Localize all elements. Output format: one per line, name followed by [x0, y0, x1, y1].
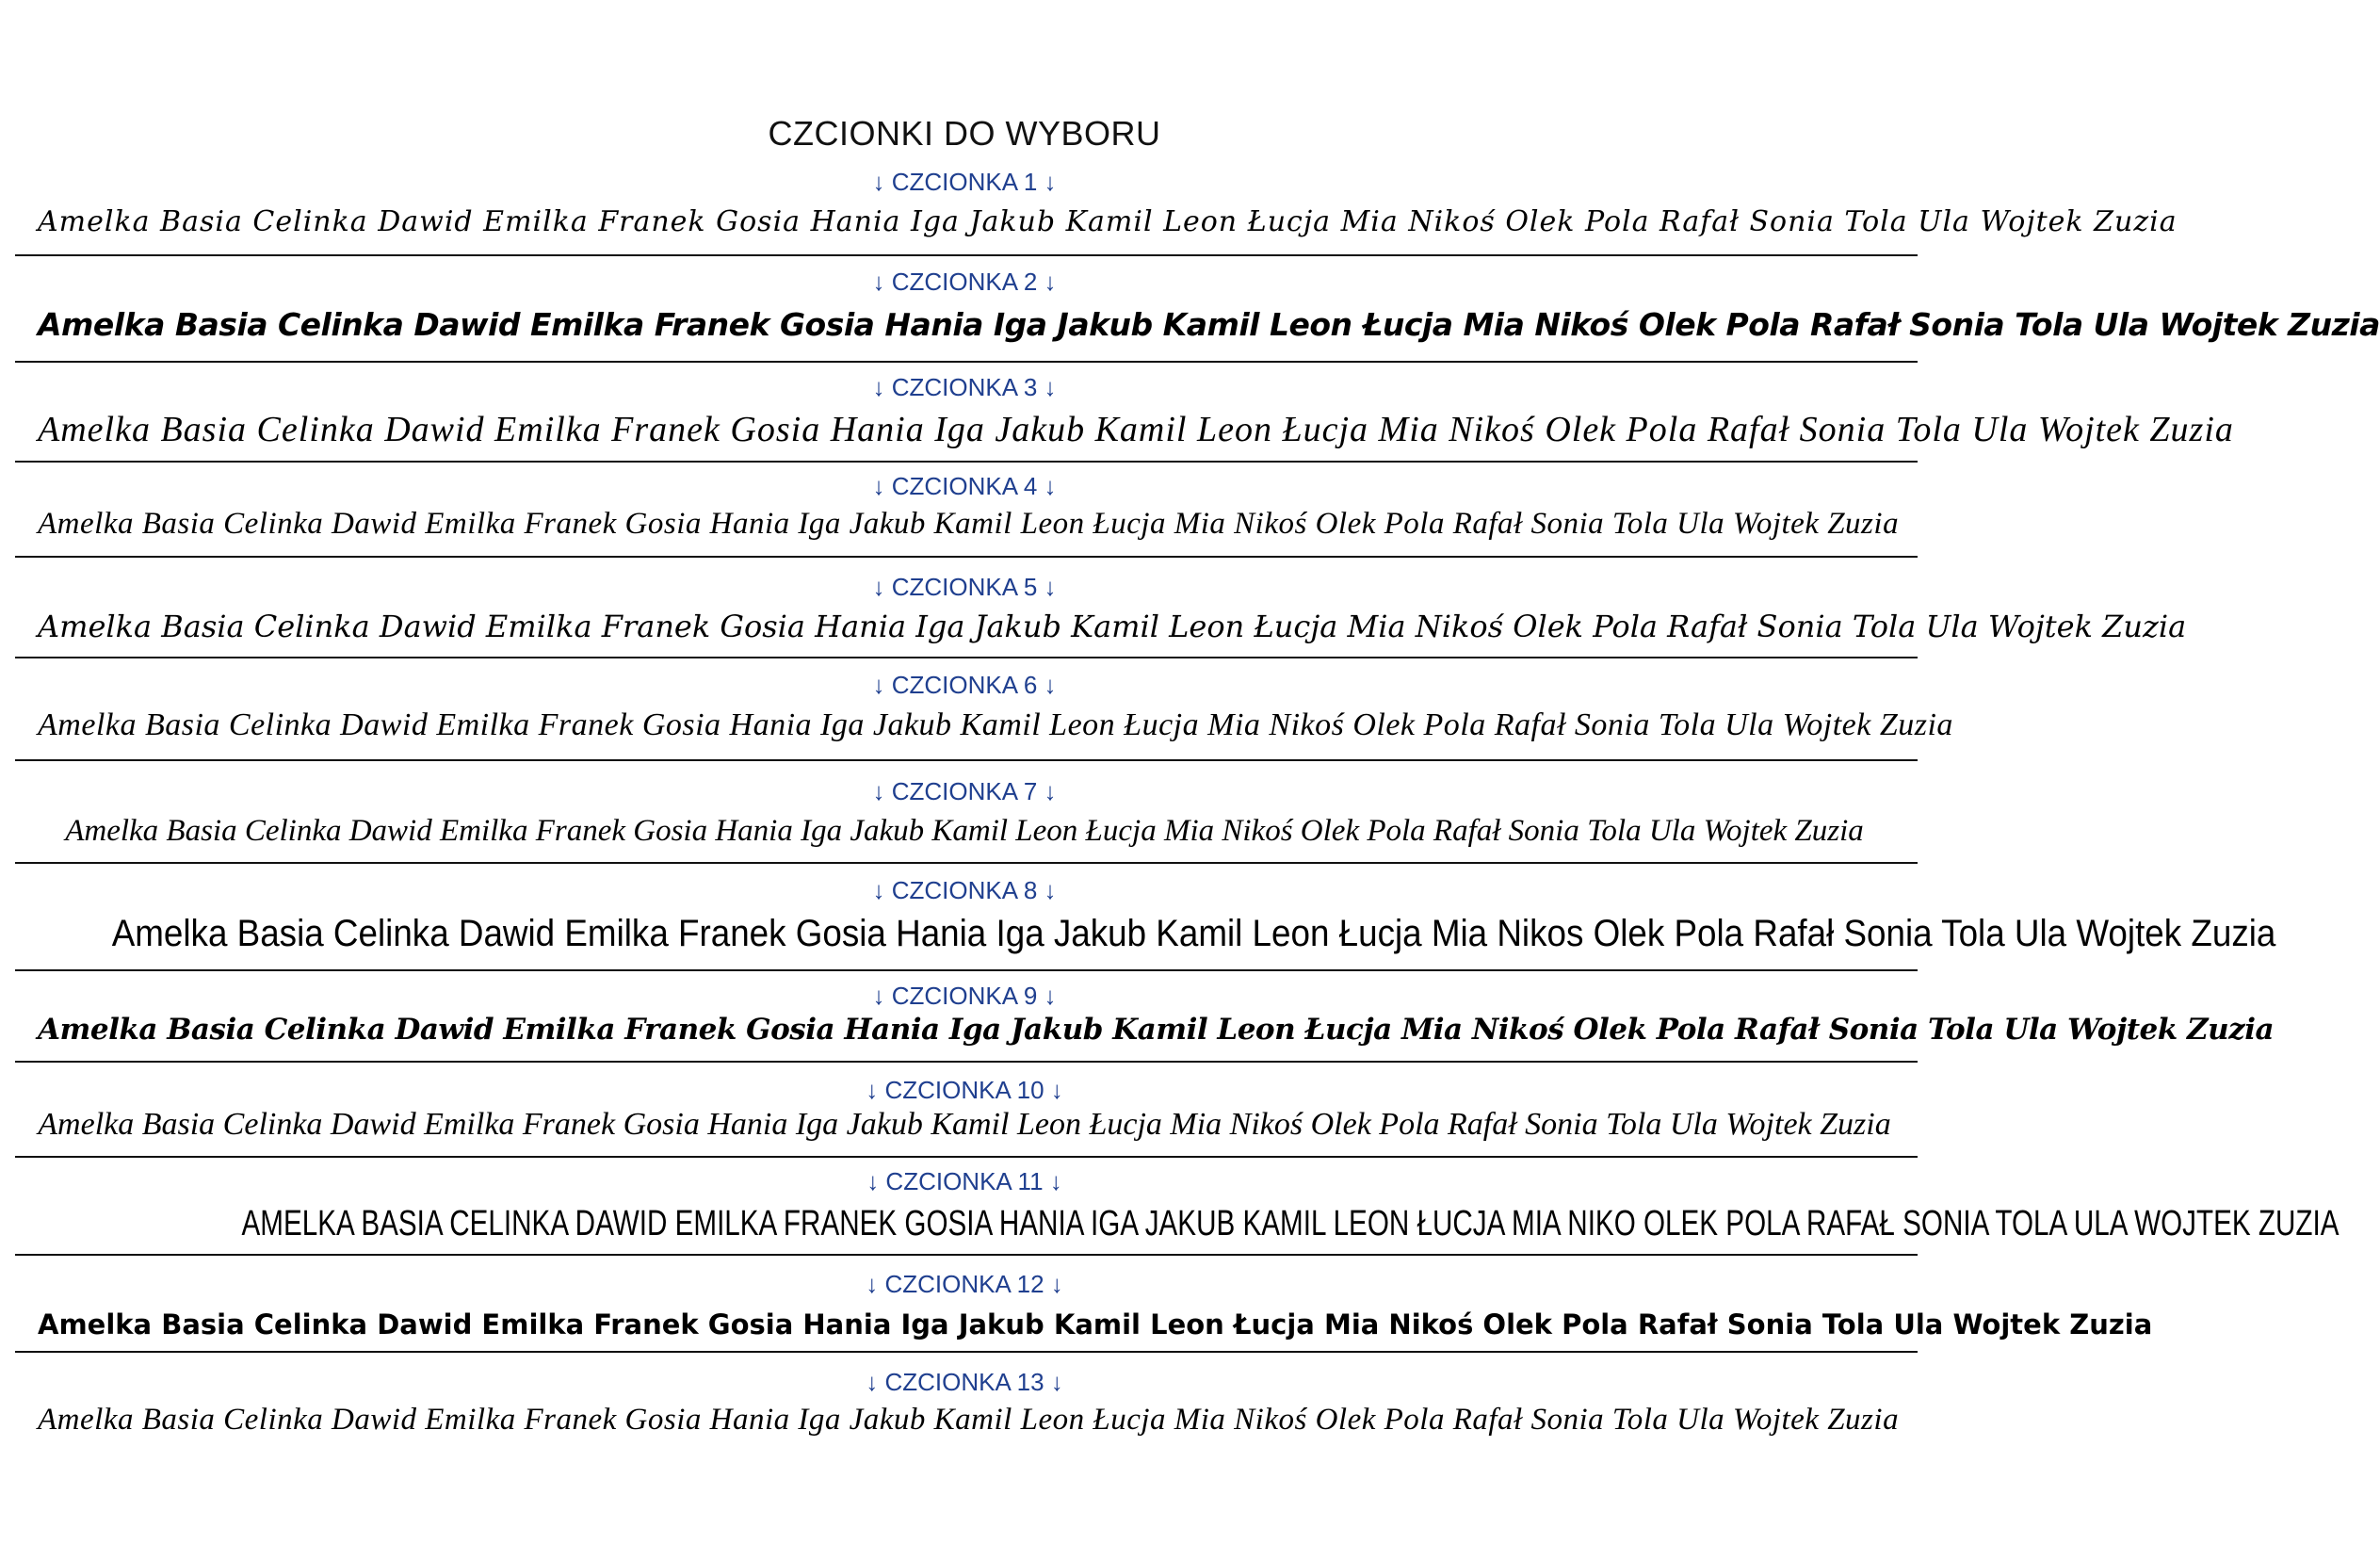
font-sample-11: AMELKA BASIA CELINKA DAWID EMILKA FRANEK GOSIA HANIA IGA JAKUB KAMIL LEON ŁUCJA MIA NIKO OLEK POLA RAFAŁ SONIA TOLA ULA WOJTEK ZUZIA — [241, 1204, 2340, 1243]
divider — [15, 1061, 1918, 1063]
font-sample-9: Amelka Basia Celinka Dawid Emilka Franek Gosia Hania Iga Jakub Kamil Leon Łucja Mia Nikoś Olek Pola Rafał Sonia Tola Ula Wojtek Zuzia — [38, 1013, 2275, 1047]
page-title: CZCIONKI DO WYBORU — [768, 114, 1161, 153]
font-label-11: ↓ CZCIONKA 11 ↓ — [866, 1167, 1062, 1195]
font-label-1: ↓ CZCIONKA 1 ↓ — [872, 168, 1057, 196]
font-label-2: ↓ CZCIONKA 2 ↓ — [872, 268, 1057, 296]
font-sample-7: Amelka Basia Celinka Dawid Emilka Franek Gosia Hania Iga Jakub Kamil Leon Łucja Mia Nikoś Olek Pola Rafał Sonia Tola Ula Wojtek Zuzia — [65, 814, 1864, 848]
divider — [15, 657, 1918, 658]
divider — [15, 556, 1918, 558]
font-sample-12: Amelka Basia Celinka Dawid Emilka Franek Gosia Hania Iga Jakub Kamil Leon Łucja Mia Nikoś Olek Pola Rafał Sonia Tola Ula Wojtek Zuzia — [38, 1308, 2153, 1341]
divider — [15, 254, 1918, 256]
font-sample-8: Amelka Basia Celinka Dawid Emilka Franek Gosia Hania Iga Jakub Kamil Leon Łucja Mia Nikos Olek Pola Rafał Sonia Tola Ula Wojtek Zuzia — [111, 913, 2276, 954]
font-sample-3: Amelka Basia Celinka Dawid Emilka Franek Gosia Hania Iga Jakub Kamil Leon Łucja Mia Nikoś Olek Pola Rafał Sonia Tola Ula Wojtek Zuzia — [38, 410, 2234, 449]
font-label-7: ↓ CZCIONKA 7 ↓ — [872, 777, 1057, 805]
divider — [15, 1254, 1918, 1256]
divider — [15, 969, 1918, 971]
font-label-6: ↓ CZCIONKA 6 ↓ — [872, 671, 1057, 699]
font-label-5: ↓ CZCIONKA 5 ↓ — [872, 573, 1057, 601]
font-sample-1: Amelka Basia Celinka Dawid Emilka Franek Gosia Hania Iga Jakub Kamil Leon Łucja Mia Nikoś Olek Pola Rafał Sonia Tola Ula Wojtek Zuzia — [38, 205, 2178, 238]
font-label-3: ↓ CZCIONKA 3 ↓ — [872, 373, 1057, 401]
divider — [15, 361, 1918, 363]
font-label-12: ↓ CZCIONKA 12 ↓ — [866, 1270, 1063, 1298]
divider — [15, 1351, 1918, 1353]
font-label-8: ↓ CZCIONKA 8 ↓ — [872, 876, 1057, 904]
font-label-9: ↓ CZCIONKA 9 ↓ — [872, 982, 1057, 1010]
font-sample-5: Amelka Basia Celinka Dawid Emilka Franek Gosia Hania Iga Jakub Kamil Leon Łucja Mia Nikoś Olek Pola Rafał Sonia Tola Ula Wojtek Zuzia — [38, 609, 2187, 644]
font-sample-13: Amelka Basia Celinka Dawid Emilka Franek Gosia Hania Iga Jakub Kamil Leon Łucja Mia Nikoś Olek Pola Rafał Sonia Tola Ula Wojtek Zuzia — [38, 1403, 1900, 1437]
font-sample-6: Amelka Basia Celinka Dawid Emilka Franek Gosia Hania Iga Jakub Kamil Leon Łucja Mia Nikoś Olek Pola Rafał Sonia Tola Ula Wojtek Zuzia — [38, 707, 1953, 742]
divider — [15, 759, 1918, 761]
font-sample-10: Amelka Basia Celinka Dawid Emilka Franek Gosia Hania Iga Jakub Kamil Leon Łucja Mia Nikoś Olek Pola Rafał Sonia Tola Ula Wojtek Zuzia — [38, 1107, 1891, 1142]
divider — [15, 1156, 1918, 1158]
font-sample-2: Amelka Basia Celinka Dawid Emilka Franek Gosia Hania Iga Jakub Kamil Leon Łucja Mia Nikoś Olek Pola Rafał Sonia Tola Ula Wojtek Zuzia — [38, 306, 2380, 343]
font-label-10: ↓ CZCIONKA 10 ↓ — [866, 1076, 1063, 1104]
divider — [15, 461, 1918, 463]
divider — [15, 862, 1918, 864]
font-sample-4: Amelka Basia Celinka Dawid Emilka Franek Gosia Hania Iga Jakub Kamil Leon Łucja Mia Nikoś Olek Pola Rafał Sonia Tola Ula Wojtek Zuzia — [38, 507, 1900, 541]
font-label-13: ↓ CZCIONKA 13 ↓ — [866, 1368, 1063, 1396]
font-label-4: ↓ CZCIONKA 4 ↓ — [872, 472, 1057, 500]
